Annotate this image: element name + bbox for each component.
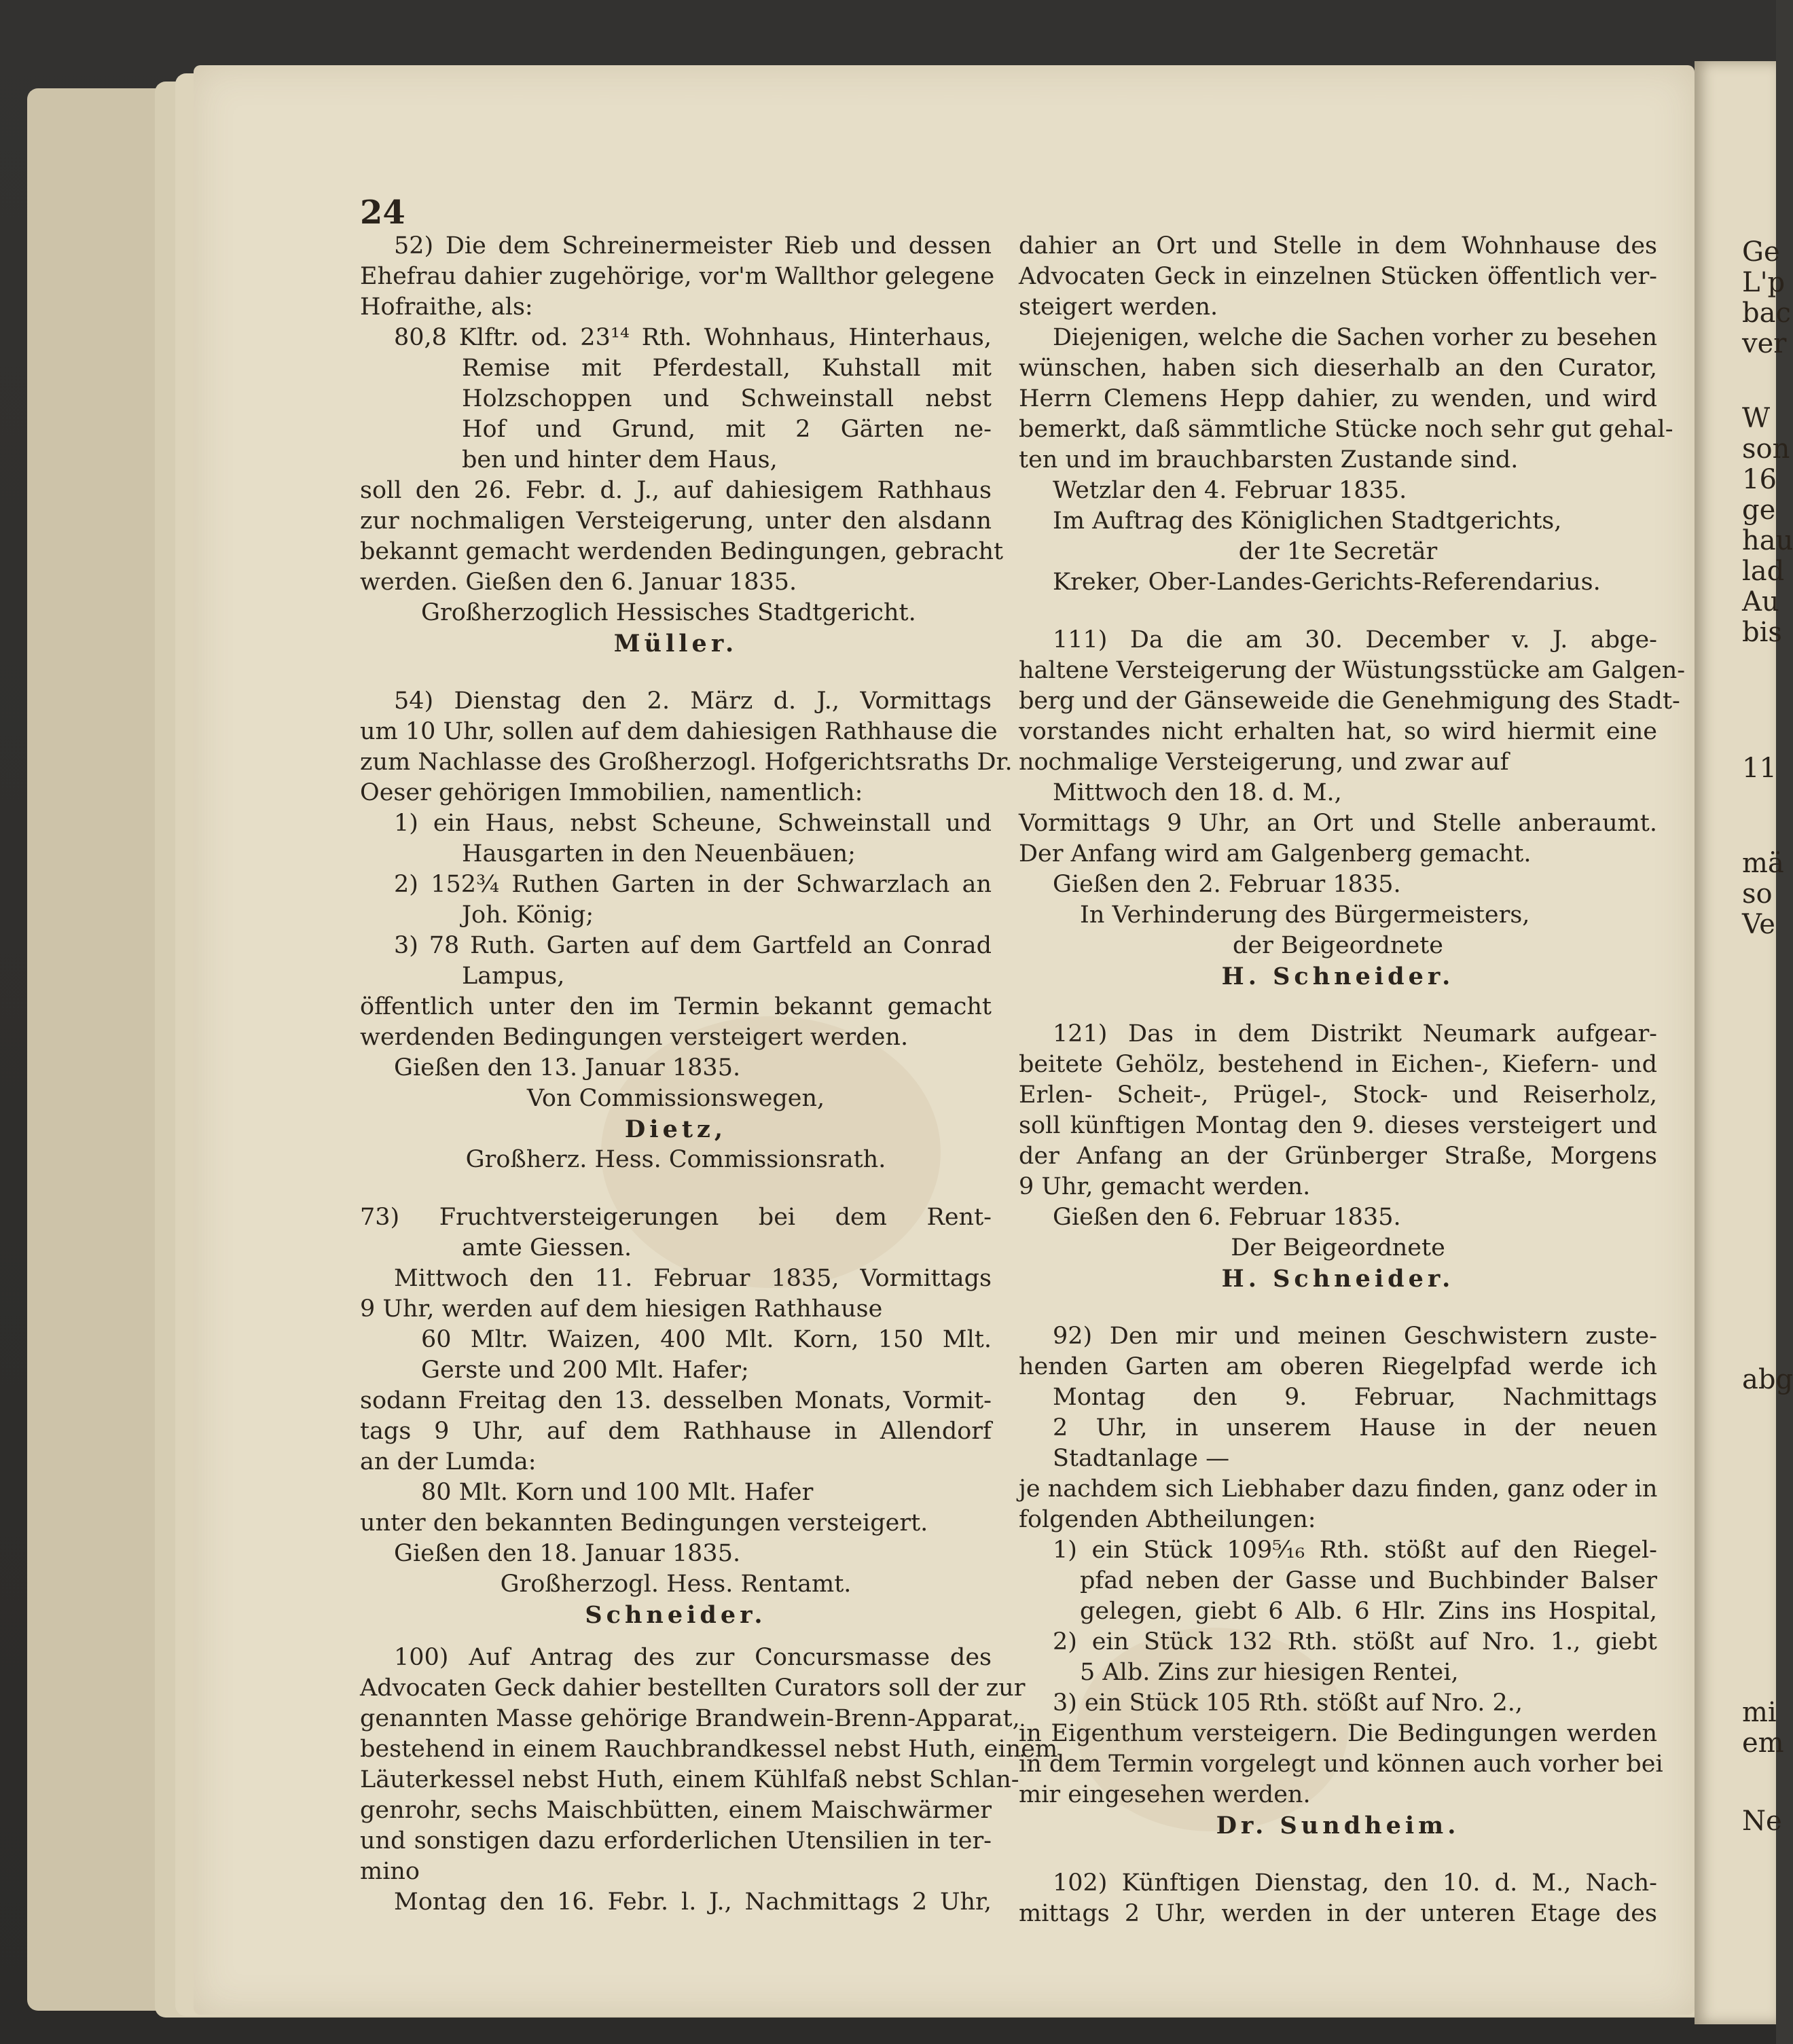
text-line: Wetzlar den 4. Februar 1835. <box>1053 477 1407 504</box>
text-line: bestehend in einem Rauchbrandkessel nebst Huth, einem <box>360 1736 1058 1763</box>
text-line: und sonstigen dazu erforderlichen Utensilien in ter- <box>360 1827 992 1854</box>
text-line: unter den bekannten Bedingungen versteigert. <box>360 1509 928 1537</box>
text-line: in Eigenthum versteigern. Die Bedingungen werden <box>1019 1720 1657 1747</box>
paragraph-gap <box>1019 992 1657 1019</box>
text-line: Gießen den 13. Januar 1835. <box>394 1054 741 1081</box>
text-line: 2) ein Stück 132 Rth. stößt auf Nro. 1., giebt <box>1053 1628 1657 1655</box>
facing-page-text-fragment: hau <box>1742 525 1793 556</box>
text-line: tags 9 Uhr, auf dem Rathhause in Allendorf <box>360 1418 992 1445</box>
text-line: gelegen, giebt 6 Alb. 6 Hlr. Zins ins Hospital, <box>1080 1598 1657 1625</box>
text-line: Großherzogl. Hess. Rentamt. <box>500 1571 852 1598</box>
text-line: Ehefrau dahier zugehörige, vor'm Wallthor gelegene <box>360 263 995 290</box>
text-line: der 1te Secretär <box>1238 538 1438 565</box>
text-line: 1) ein Stück 109⁵⁄₁₆ Rth. stößt auf den Riegel- <box>1053 1537 1657 1564</box>
text-line: Gerste und 200 Mlt. Hafer; <box>421 1357 749 1384</box>
text-line: Dr. Sundheim. <box>1216 1812 1460 1840</box>
text-line: Holzschoppen und Schweinstall nebst <box>462 385 992 412</box>
text-line: 2 Uhr, in unserem Hause in der neuen <box>1053 1414 1657 1441</box>
facing-page-edge <box>1695 61 1793 2024</box>
text-line: Müller. <box>613 630 738 658</box>
text-line: Großherz. Hess. Commissionsrath. <box>465 1146 886 1173</box>
text-line: 9 Uhr, gemacht werden. <box>1019 1173 1311 1200</box>
facing-page-text-fragment: W <box>1742 403 1771 434</box>
right-text-column <box>1019 231 1686 1929</box>
text-line: Stadtanlage — <box>1053 1445 1230 1472</box>
facing-page-text-fragment: 16 <box>1742 464 1777 495</box>
text-line: steigert werden. <box>1019 293 1218 321</box>
text-line: 92) Den mir und meinen Geschwistern zuste- <box>1053 1323 1657 1350</box>
text-line: 60 Mltr. Waizen, 400 Mlt. Korn, 150 Mlt. <box>421 1326 992 1353</box>
text-line: Gießen den 2. Februar 1835. <box>1053 871 1401 898</box>
text-line: 2) 152¾ Ruthen Garten in der Schwarzlach an <box>394 871 992 898</box>
paragraph-gap <box>360 1630 992 1643</box>
text-line: 52) Die dem Schreinermeister Rieb und dessen <box>394 232 992 259</box>
text-line: 3) 78 Ruth. Garten auf dem Gartfeld an Conrad <box>394 932 992 959</box>
facing-page-text-fragment: L'p <box>1742 267 1786 298</box>
text-line: 80,8 Klftr. od. 23¹⁴ Rth. Wohnhaus, Hinterhaus, <box>394 324 992 351</box>
text-line: werden. Gießen den 6. Januar 1835. <box>360 569 797 596</box>
paragraph-gap <box>360 1175 992 1202</box>
facing-page-text-fragment: Ne <box>1742 1806 1782 1837</box>
text-line: mittags 2 Uhr, werden in der unteren Etage des <box>1019 1900 1657 1927</box>
text-line: sodann Freitag den 13. desselben Monats, Vormit- <box>360 1387 992 1414</box>
text-line: genrohr, sechs Maischbütten, einem Maischwärmer <box>360 1797 992 1824</box>
text-line: mir eingesehen werden. <box>1019 1781 1311 1808</box>
text-line: Mittwoch den 18. d. M., <box>1053 779 1342 806</box>
text-line: amte Giessen. <box>462 1234 632 1261</box>
facing-page-text-fragment: bis <box>1742 617 1782 648</box>
paragraph-gap <box>1019 1294 1657 1321</box>
facing-page-text-fragment: mä <box>1742 848 1784 879</box>
text-line: H. Schneider. <box>1221 963 1455 990</box>
text-line: um 10 Uhr, sollen auf dem dahiesigen Rathhause die <box>360 718 998 745</box>
text-line: Läuterkessel nebst Huth, einem Kühlfaß nebst Schlan- <box>360 1766 1019 1793</box>
text-line: berg und der Gänseweide die Genehmigung des Stadt- <box>1019 687 1680 715</box>
text-line: Hofraithe, als: <box>360 293 533 321</box>
facing-page-text-fragment: ge <box>1742 495 1776 526</box>
text-line: beitete Gehölz, bestehend in Eichen-, Kiefern- und <box>1019 1051 1657 1078</box>
text-line: Mittwoch den 11. Februar 1835, Vormittags <box>394 1265 992 1292</box>
facing-page-text-fragment: bac <box>1742 298 1791 329</box>
text-line: Gießen den 6. Februar 1835. <box>1053 1204 1401 1231</box>
text-line: Dietz, <box>624 1115 727 1143</box>
left-text-column <box>360 231 1058 1918</box>
text-line: der Anfang an der Grünberger Straße, Morgens <box>1019 1143 1657 1170</box>
text-line: Hausgarten in den Neuenbäuen; <box>462 840 856 867</box>
text-line: dahier an Ort und Stelle in dem Wohnhause des <box>1019 232 1657 259</box>
text-line: Erlen- Scheit-, Prügel-, Stock- und Reiserholz, <box>1019 1081 1657 1109</box>
text-line: Advocaten Geck dahier bestellten Curators soll der zur <box>360 1674 1026 1702</box>
text-line: 9 Uhr, werden auf dem hiesigen Rathhause <box>360 1295 883 1323</box>
text-line: Schneider. <box>585 1601 767 1629</box>
text-line: Montag den 16. Febr. l. J., Nachmittags 2 Uhr, <box>394 1888 992 1916</box>
text-line: Diejenigen, welche die Sachen vorher zu besehen <box>1053 324 1657 351</box>
text-line: Remise mit Pferdestall, Kuhstall mit <box>462 355 992 382</box>
text-line: 54) Dienstag den 2. März d. J., Vormittags <box>394 687 992 715</box>
text-line: Der Beigeordnete <box>1231 1234 1445 1261</box>
facing-page-text-fragment: Ve <box>1742 909 1775 940</box>
text-line: werdenden Bedingungen versteigert werden. <box>360 1024 909 1051</box>
text-line: vorstandes nicht erhalten hat, so wird hiermit eine <box>1019 718 1657 745</box>
paragraph-gap <box>1019 598 1657 625</box>
paragraph-gap <box>360 659 992 686</box>
text-line: ten und im brauchbarsten Zustande sind. <box>1019 446 1519 473</box>
text-line: pfad neben der Gasse und Buchbinder Balser <box>1080 1567 1657 1594</box>
text-line: ben und hinter dem Haus, <box>462 446 778 473</box>
facing-page-text-fragment: Ge <box>1742 236 1780 268</box>
text-line: 5 Alb. Zins zur hiesigen Rentei, <box>1080 1659 1459 1686</box>
text-line: Hof und Grund, mit 2 Gärten ne- <box>462 416 992 443</box>
text-line: 80 Mlt. Korn und 100 Mlt. Hafer <box>421 1479 814 1506</box>
text-line: soll den 26. Febr. d. J., auf dahiesigem Rathhaus <box>360 477 992 504</box>
text-line: zur nochmaligen Versteigerung, unter den alsdann <box>360 507 992 535</box>
text-line: nochmalige Versteigerung, und zwar auf <box>1019 749 1509 776</box>
text-line: Im Auftrag des Königlichen Stadtgerichts, <box>1053 507 1562 535</box>
text-line: Lampus, <box>462 963 565 990</box>
text-line: in dem Termin vorgelegt und können auch vorher bei <box>1019 1751 1663 1778</box>
text-line: Gießen den 18. Januar 1835. <box>394 1540 741 1567</box>
text-line: Der Anfang wird am Galgenberg gemacht. <box>1019 840 1532 867</box>
text-line: 121) Das in dem Distrikt Neumark aufgear- <box>1053 1020 1657 1047</box>
text-line: 102) Künftigen Dienstag, den 10. d. M., Nach- <box>1053 1869 1657 1897</box>
text-line: Vormittags 9 Uhr, an Ort und Stelle anberaumt. <box>1019 810 1657 837</box>
text-line: 1) ein Haus, nebst Scheune, Schweinstall und <box>394 810 992 837</box>
text-line: 73) Fruchtversteigerungen bei dem Rent- <box>360 1204 992 1231</box>
text-line: henden Garten am oberen Riegelpfad werde ich <box>1019 1353 1657 1380</box>
facing-page-text-fragment: son <box>1742 433 1790 465</box>
text-line: wünschen, haben sich dieserhalb an den Curator, <box>1019 355 1657 382</box>
facing-page-text-fragment: lad <box>1742 556 1785 587</box>
text-line: 111) Da die am 30. December v. J. abge- <box>1053 626 1657 653</box>
facing-page-text-fragment: em <box>1742 1727 1784 1759</box>
text-line: der Beigeordnete <box>1233 932 1443 959</box>
text-line: Advocaten Geck in einzelnen Stücken öffentlich ver- <box>1019 263 1657 290</box>
facing-page-text-fragment: 11 <box>1742 753 1777 784</box>
facing-page-text-fragment: mi <box>1742 1697 1777 1728</box>
text-line: Montag den 9. Februar, Nachmittags <box>1053 1384 1657 1411</box>
text-line: genannten Masse gehörige Brandwein-Brenn-Apparat, <box>360 1705 1020 1732</box>
page-number: 24 <box>360 194 405 232</box>
text-line: bekannt gemacht werdenden Bedingungen, gebracht <box>360 538 1004 565</box>
facing-page-text-fragment: abg <box>1742 1364 1793 1395</box>
text-line: H. Schneider. <box>1221 1265 1455 1293</box>
text-line: 100) Auf Antrag des zur Concursmasse des <box>394 1644 992 1671</box>
text-line: mino <box>360 1858 420 1885</box>
text-line: 3) ein Stück 105 Rth. stößt auf Nro. 2., <box>1053 1689 1523 1717</box>
text-line: Herrn Clemens Hepp dahier, zu wenden, und wird <box>1019 385 1657 412</box>
facing-page-text-fragment: Au <box>1742 586 1779 617</box>
text-line: soll künftigen Montag den 9. dieses versteigert und <box>1019 1112 1657 1139</box>
facing-page-text-fragment: ver <box>1742 328 1787 359</box>
text-line: Kreker, Ober-Landes-Gerichts-Referendarius. <box>1053 569 1601 596</box>
facing-page-text-fragment: so <box>1742 878 1773 910</box>
text-line: je nachdem sich Liebhaber dazu finden, ganz oder in <box>1019 1475 1658 1503</box>
text-line: an der Lumda: <box>360 1448 537 1475</box>
text-line: haltene Versteigerung der Wüstungsstücke am Galgen- <box>1019 657 1686 684</box>
text-line: öffentlich unter den im Termin bekannt gemacht <box>360 993 992 1020</box>
text-line: In Verhinderung des Bürgermeisters, <box>1080 901 1530 929</box>
text-line: zum Nachlasse des Großherzogl. Hofgerichtsraths Dr. <box>360 749 1013 776</box>
text-line: Oeser gehörigen Immobilien, namentlich: <box>360 779 863 806</box>
paragraph-gap <box>1019 1841 1657 1868</box>
text-line: folgenden Abtheilungen: <box>1019 1506 1316 1533</box>
text-line: Großherzoglich Hessisches Stadtgericht. <box>421 599 916 626</box>
text-line: Von Commissionswegen, <box>526 1085 825 1112</box>
text-line: bemerkt, daß sämmtliche Stücke noch sehr gut gehal- <box>1019 416 1673 443</box>
text-line: Joh. König; <box>462 901 594 929</box>
